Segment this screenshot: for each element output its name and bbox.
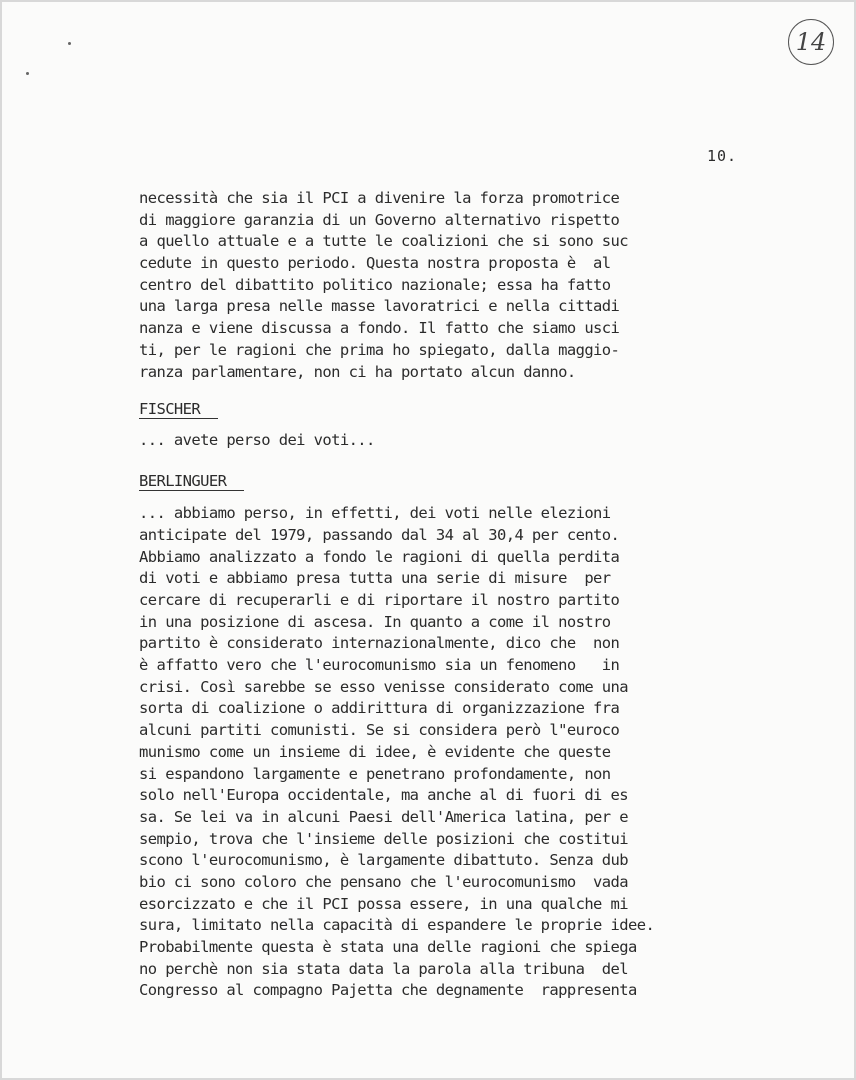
page-number: 10. [707,147,738,165]
text-line: Probabilmente questa è stata una delle ragioni che spiega [139,938,637,957]
text-line: sura, limitato nella capacità di espandere le proprie idee. [139,916,655,935]
speck-mark [68,42,71,45]
text-line: esorcizzato e che il PCI possa essere, in una qualche mi [139,894,628,913]
speck-mark [26,72,29,75]
text-line: di voti e abbiamo presa tutta una serie di misure per [139,569,611,588]
text-line: anticipate del 1979, passando dal 34 al 30,4 per cento. [139,525,620,544]
document-body [139,188,769,1002]
paragraph-intro [139,188,769,383]
text-line: partito è considerato internazionalmente, dico che non [139,634,620,653]
text-line: è affatto vero che l'eurocomunismo sia un fenomeno in [139,656,620,675]
text-line: solo nell'Europa occidentale, ma anche al di fuori di es [139,786,628,805]
text-line: cercare di recuperarli e di riportare il nostro partito [139,591,620,610]
text-line: ... abbiamo perso, in effetti, dei voti nelle elezioni [139,504,611,523]
text-line: ti, per le ragioni che prima ho spiegato, dalla maggio- [139,340,620,359]
text-line: alcuni partiti comunisti. Se si considera però l"euroco [139,721,620,740]
speaker-label-berlinguer: BERLINGUER [139,472,244,491]
text-line: cedute in questo periodo. Questa nostra proposta è al [139,254,611,273]
text-line: bio ci sono coloro che pensano che l'eurocomunismo vada [139,872,628,891]
text-line: munismo come un insieme di idee, è evidente che queste [139,742,611,761]
text-line: in una posizione di ascesa. In quanto a come il nostro [139,612,611,631]
text-line: una larga presa nelle masse lavoratrici e nella cittadi [139,297,620,316]
interjection-line: ... avete perso dei voti... [139,430,375,449]
text-line: sempio, trova che l'insieme delle posizioni che costitui [139,829,628,848]
text-line: scono l'eurocomunismo, è largamente dibattuto. Senza dub [139,851,628,870]
archive-page-stamp: 14 [788,19,834,65]
text-line: sa. Se lei va in alcuni Paesi dell'America latina, per e [139,807,628,826]
paragraph-reply [139,503,769,1002]
text-line: Congresso al compagno Pajetta che degnamente rappresenta [139,981,637,1000]
speaker-label-fischer: FISCHER [139,400,218,419]
text-line: a quello attuale e a tutte le coalizioni che si sono suc [139,232,628,251]
text-line: no perchè non sia stata data la parola alla tribuna del [139,959,628,978]
text-line: si espandono largamente e penetrano profondamente, non [139,764,611,783]
text-line: crisi. Così sarebbe se esso venisse considerato come una [139,677,628,696]
text-line: ranza parlamentare, non ci ha portato alcun danno. [139,362,576,381]
text-line: Abbiamo analizzato a fondo le ragioni di quella perdita [139,547,620,566]
text-line: nanza e viene discussa a fondo. Il fatto che siamo usci [139,319,620,338]
text-line: centro del dibattito politico nazionale; essa ha fatto [139,275,611,294]
text-line: necessità che sia il PCI a divenire la forza promotrice [139,189,620,207]
text-line: di maggiore garanzia di un Governo alternativo rispetto [139,210,620,229]
text-line: sorta di coalizione o addirittura di organizzazione fra [139,699,620,718]
